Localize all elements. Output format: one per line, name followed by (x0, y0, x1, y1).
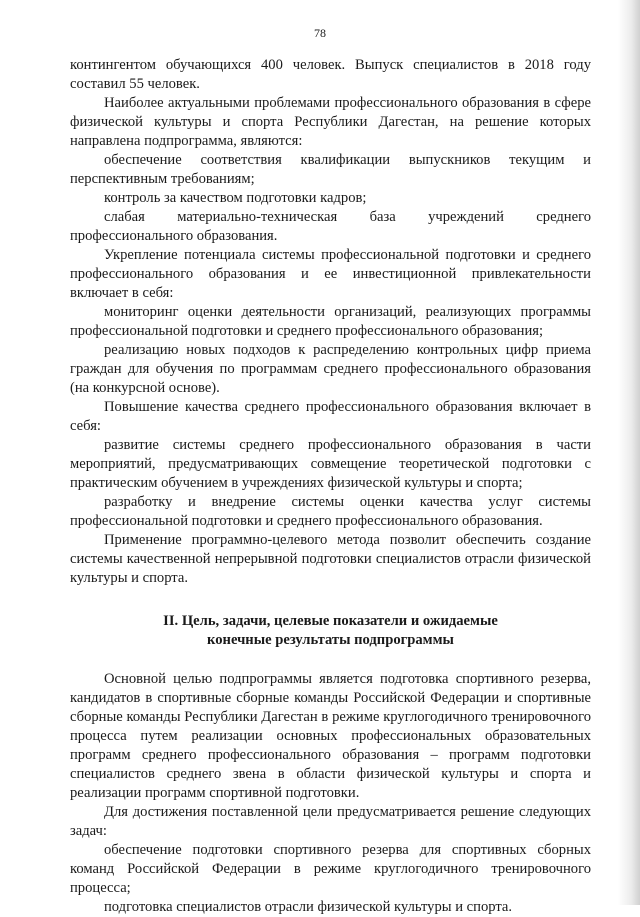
list-item: слабая материально-техническая база учреждений среднего профессионального образования. (70, 209, 591, 244)
paragraph: Применение программно-целевого метода позволит обеспечить создание системы качественной непрерывной подготовки специалистов отрасли физической культуры и спорта. (70, 532, 591, 586)
paragraph: Основной целью подпрограммы является подготовка спортивного резерва, кандидатов в спортивные сборные команды Российской Федерации и спортивные сборные команды Республики Дагестан в режиме круглогодичного тренировочного процесса путем реализации основных профессиональных образовательных программ среднего профессионального образования – программ подготовки специалистов среднего звена в области физической культуры и спорта и реализации программ спортивной подготовки. (70, 671, 591, 801)
paragraph: Для достижения поставленной цели предусматривается решение следующих задач: (70, 804, 591, 839)
list-item: реализацию новых подходов к распределению контрольных цифр приема граждан для обучения по программам среднего профессионального образования (на конкурсной основе). (70, 342, 591, 396)
paragraph: Повышение качества среднего профессионального образования включает в себя: (70, 399, 591, 434)
paragraph: Укрепление потенциала системы профессиональной подготовки и среднего профессионального образования и ее инвестиционной привлекательности включает в себя: (70, 247, 591, 301)
list-item: контроль за качеством подготовки кадров; (104, 190, 367, 206)
page-number: 78 (314, 26, 326, 40)
list-item: обеспечение подготовки спортивного резерва для спортивных сборных команд Российской Федерации в режиме круглогодичного тренировочного процесса; (70, 842, 591, 896)
list-item: обеспечение соответствия квалификации выпускников текущим и перспективным требованиям; (70, 152, 591, 187)
paragraph: Наиболее актуальными проблемами профессионального образования в сфере физической культуры и спорта Республики Дагестан, на решение которых направлена подпрограмма, являются: (70, 95, 591, 149)
document-body (70, 56, 591, 917)
list-item: мониторинг оценки деятельности организаций, реализующих программы профессиональной подготовки и среднего профессионального образования; (70, 304, 591, 339)
list-item: подготовка специалистов отрасли физической культуры и спорта. (104, 899, 513, 915)
scan-shadow-edge (618, 0, 640, 905)
section-heading (70, 612, 591, 650)
list-item: развитие системы среднего профессионального образования в части мероприятий, предусматривающих совмещение теоретической подготовки с практическим обучением в учреждениях физической культуры и спорта; (70, 437, 591, 491)
list-item: разработку и внедрение системы оценки качества услуг системы профессиональной подготовки и среднего профессионального образования. (70, 494, 591, 529)
section-heading-line: конечные результаты подпрограммы (207, 632, 454, 648)
paragraph: контингентом обучающихся 400 человек. Выпуск специалистов в 2018 году составил 55 человек. (70, 57, 591, 92)
section-heading-line: II. Цель, задачи, целевые показатели и ожидаемые (163, 613, 498, 629)
